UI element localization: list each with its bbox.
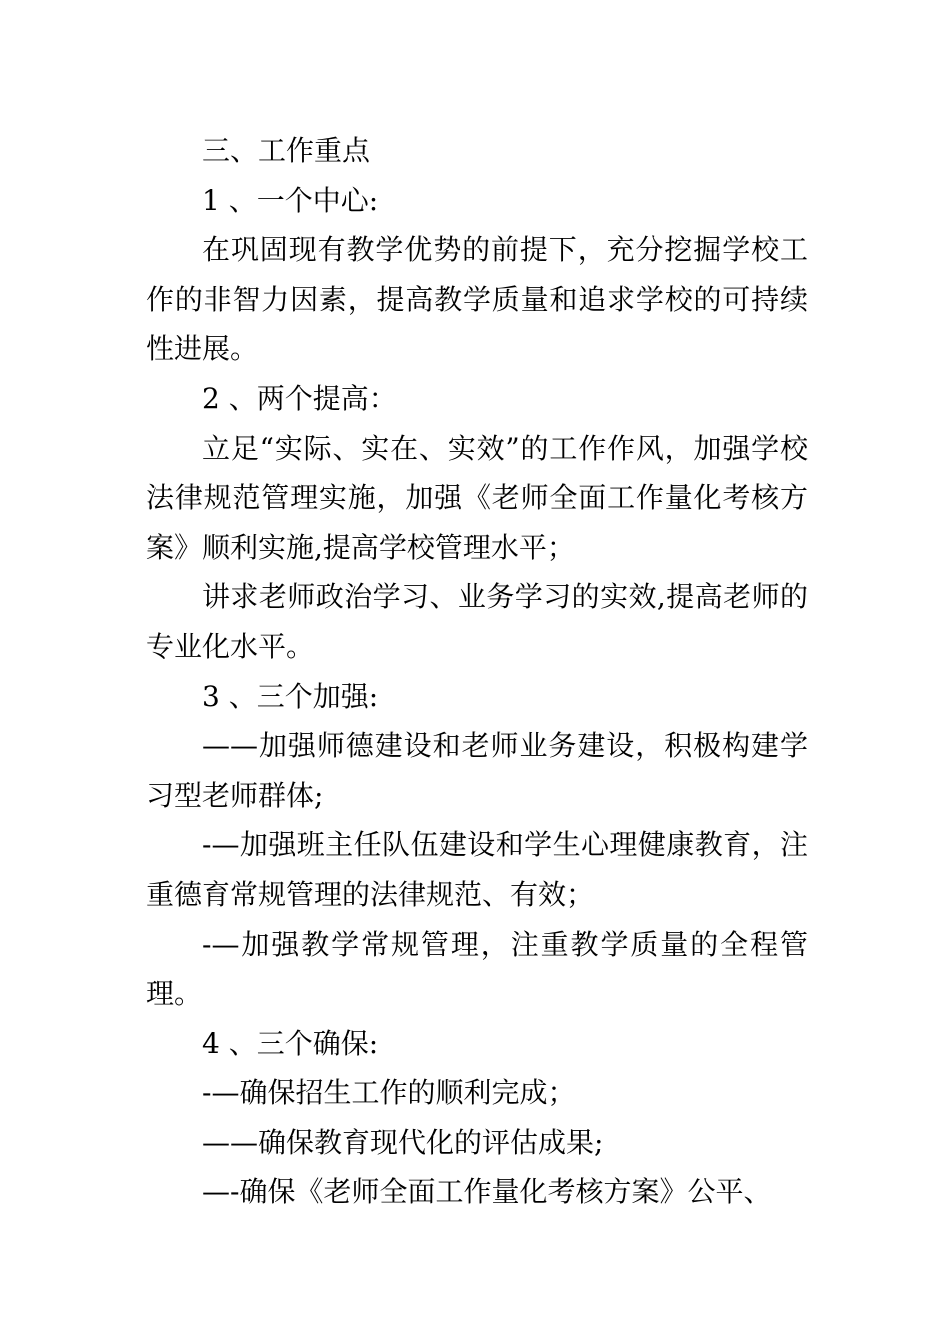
subheading-three-guarantees: 4 、三个确保:	[202, 1026, 379, 1060]
section-heading: 三、工作重点	[202, 134, 371, 167]
paragraph: 在巩固现有教学优势的前提下，充分挖掘学校工作的非智力因素，提高教学质量和追求学校的可持续性进展。	[146, 233, 808, 366]
list-item: ——加强师德建设和老师业务建设，积极构建学习型老师群体;	[146, 729, 808, 812]
list-item: ——确保教育现代化的评估成果;	[202, 1125, 604, 1159]
list-item: -—确保招生工作的顺利完成；	[202, 1076, 576, 1110]
subheading-three-strengthenings: 3 、三个加强:	[202, 679, 379, 713]
subheading-one-center: 1 、一个中心:	[202, 183, 379, 217]
paragraph: 立足“实际、实在、实效”的工作作风，加强学校法律规范管理实施，加强《老师全面工作量化考核方案》顺利实施,提高学校管理水平；	[146, 431, 808, 564]
subheading-two-improvements: 2 、两个提高：	[202, 381, 397, 415]
list-item: —-确保《老师全面工作量化考核方案》公平、	[202, 1175, 772, 1209]
list-item: -—加强教学常规管理，注重教学质量的全程管理。	[146, 927, 808, 1011]
list-item: -—加强班主任队伍建设和学生心理健康教育，注重德育常规管理的法律规范、有效；	[146, 828, 808, 911]
document-body	[146, 126, 808, 1217]
paragraph: 讲求老师政治学习、业务学习的实效,提高老师的专业化水平。	[146, 580, 808, 663]
